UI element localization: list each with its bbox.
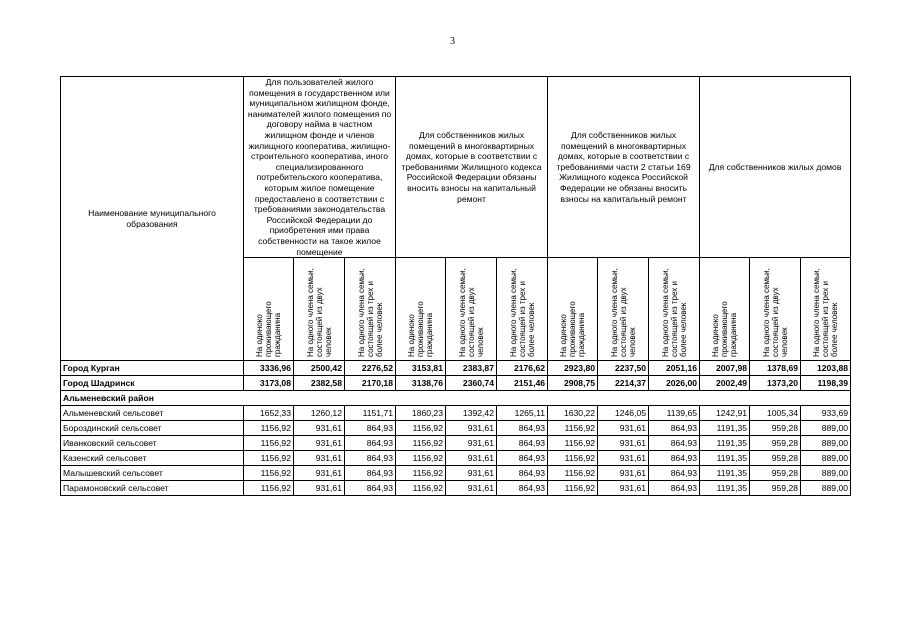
value-cell: 2383,87 bbox=[446, 361, 497, 376]
value-cell: 1156,92 bbox=[244, 436, 294, 451]
value-cell: 1246,05 bbox=[598, 406, 649, 421]
subcolumn-header bbox=[548, 258, 598, 361]
subcolumn-header bbox=[294, 258, 345, 361]
value-cell: 1156,92 bbox=[396, 421, 446, 436]
value-cell: 931,61 bbox=[598, 421, 649, 436]
table-row bbox=[61, 436, 851, 451]
value-cell: 1260,12 bbox=[294, 406, 345, 421]
value-cell: 1156,92 bbox=[548, 421, 598, 436]
value-cell: 1156,92 bbox=[244, 421, 294, 436]
subcolumn-header bbox=[446, 258, 497, 361]
table-row bbox=[61, 481, 851, 496]
value-cell: 1139,65 bbox=[649, 406, 700, 421]
value-cell: 864,93 bbox=[345, 466, 396, 481]
municipality-name: Казенский сельсовет bbox=[61, 451, 244, 466]
value-cell: 931,61 bbox=[294, 481, 345, 496]
value-cell: 1156,92 bbox=[548, 451, 598, 466]
value-cell: 3138,76 bbox=[396, 376, 446, 391]
value-cell: 864,93 bbox=[497, 466, 548, 481]
subcolumn-header-label: На одного члена семьи, состоящей из трех и более человек bbox=[356, 268, 384, 358]
value-cell: 959,28 bbox=[750, 466, 801, 481]
subcolumn-header-label: На одиноко проживающего гражданина bbox=[559, 301, 587, 358]
group-header-owners-not-obliged: Для собственников жилых помещений в многоквартирных домах, которые в соответствии с требованиями части 2 статьи 169 Жилищного кодекса Российской Федерации не обязаны вносить взносы на капитальный ремонт bbox=[548, 77, 700, 258]
group-header-owners-obliged: Для собственников жилых помещений в многоквартирных домах, которые в соответствии с требованиями Жилищного кодекса Российской Федерации обязаны вносить взносы на капитальный ремонт bbox=[396, 77, 548, 258]
value-cell: 864,93 bbox=[345, 451, 396, 466]
table-row bbox=[61, 361, 851, 376]
value-cell: 1156,92 bbox=[244, 481, 294, 496]
value-cell: 1156,92 bbox=[396, 481, 446, 496]
value-cell: 931,61 bbox=[598, 466, 649, 481]
value-cell: 2151,46 bbox=[497, 376, 548, 391]
value-cell: 889,00 bbox=[801, 481, 851, 496]
value-cell: 1156,92 bbox=[396, 436, 446, 451]
subcolumn-header bbox=[598, 258, 649, 361]
value-cell: 864,93 bbox=[649, 451, 700, 466]
table-row bbox=[61, 421, 851, 436]
value-cell: 931,61 bbox=[294, 436, 345, 451]
subcolumn-header-label: На одного члена семьи, состоящей из трех и более человек bbox=[660, 268, 688, 358]
value-cell: 1156,92 bbox=[548, 436, 598, 451]
value-cell: 931,61 bbox=[598, 436, 649, 451]
subcolumn-header-label: На одного члена семьи, состоящей из двух человек bbox=[305, 268, 333, 358]
value-cell: 864,93 bbox=[345, 421, 396, 436]
value-cell: 1392,42 bbox=[446, 406, 497, 421]
section-title: Альменевский район bbox=[61, 391, 851, 406]
value-cell: 931,61 bbox=[294, 451, 345, 466]
value-cell: 1265,11 bbox=[497, 406, 548, 421]
value-cell: 931,61 bbox=[446, 481, 497, 496]
value-cell: 2382,58 bbox=[294, 376, 345, 391]
header-row-groups bbox=[61, 77, 851, 258]
value-cell: 889,00 bbox=[801, 436, 851, 451]
municipality-name: Малышевский сельсовет bbox=[61, 466, 244, 481]
value-cell: 1652,33 bbox=[244, 406, 294, 421]
value-cell: 2007,98 bbox=[700, 361, 750, 376]
value-cell: 1242,91 bbox=[700, 406, 750, 421]
value-cell: 931,61 bbox=[294, 466, 345, 481]
value-cell: 959,28 bbox=[750, 436, 801, 451]
value-cell: 864,93 bbox=[345, 436, 396, 451]
value-cell: 931,61 bbox=[294, 421, 345, 436]
value-cell: 2908,75 bbox=[548, 376, 598, 391]
subcolumn-header bbox=[345, 258, 396, 361]
value-cell: 864,93 bbox=[649, 481, 700, 496]
value-cell: 3153,81 bbox=[396, 361, 446, 376]
value-cell: 2002,49 bbox=[700, 376, 750, 391]
subcolumn-header bbox=[244, 258, 294, 361]
municipality-name: Город Шадринск bbox=[61, 376, 244, 391]
value-cell: 864,93 bbox=[649, 466, 700, 481]
subcolumn-header bbox=[497, 258, 548, 361]
value-cell: 1005,34 bbox=[750, 406, 801, 421]
subcolumn-header-label: На одиноко проживающего гражданина bbox=[407, 301, 434, 358]
subcolumn-header bbox=[801, 258, 851, 361]
table-body bbox=[61, 361, 851, 496]
municipality-name: Бороздинский сельсовет bbox=[61, 421, 244, 436]
subcolumn-header-label: На одного члена семьи, состоящей из двух человек bbox=[609, 268, 637, 358]
value-cell: 2176,62 bbox=[497, 361, 548, 376]
subcolumn-header-label: На одного члена семьи, состоящей из двух человек bbox=[457, 268, 485, 358]
value-cell: 864,93 bbox=[649, 421, 700, 436]
value-cell: 931,61 bbox=[446, 451, 497, 466]
value-cell: 1191,35 bbox=[700, 466, 750, 481]
value-cell: 2051,16 bbox=[649, 361, 700, 376]
value-cell: 1156,92 bbox=[548, 481, 598, 496]
municipality-name: Альменевский сельсовет bbox=[61, 406, 244, 421]
value-cell: 889,00 bbox=[801, 451, 851, 466]
group-header-tenants: Для пользователей жилого помещения в государственном или муниципальном жилищном фонде, нанимателей жилого помещения по договору найма в частном жилищном фонде и членов жилищного кооператива, жилищно-строительного кооператива, иного специализированного потребительского кооператива, которым жилое помещение предоставлено в соответствии с требованиями законодательства Российской Федерации до приобретения ими права собственности на такое жилое помещение bbox=[244, 77, 396, 258]
value-cell: 864,93 bbox=[345, 481, 396, 496]
value-cell: 1191,35 bbox=[700, 481, 750, 496]
value-cell: 2276,52 bbox=[345, 361, 396, 376]
subcolumn-header bbox=[649, 258, 700, 361]
value-cell: 1156,92 bbox=[396, 451, 446, 466]
value-cell: 864,93 bbox=[497, 451, 548, 466]
value-cell: 2026,00 bbox=[649, 376, 700, 391]
value-cell: 959,28 bbox=[750, 421, 801, 436]
value-cell: 931,61 bbox=[446, 436, 497, 451]
group-header-house-owners: Для собственников жилых домов bbox=[700, 77, 851, 258]
value-cell: 1373,20 bbox=[750, 376, 801, 391]
value-cell: 1191,35 bbox=[700, 436, 750, 451]
value-cell: 1378,69 bbox=[750, 361, 801, 376]
subcolumn-header bbox=[750, 258, 801, 361]
value-cell: 1156,92 bbox=[548, 466, 598, 481]
value-cell: 931,61 bbox=[598, 451, 649, 466]
value-cell: 3173,08 bbox=[244, 376, 294, 391]
value-cell: 2500,42 bbox=[294, 361, 345, 376]
name-column-header: Наименование муниципального образования bbox=[61, 77, 244, 361]
value-cell: 2214,37 bbox=[598, 376, 649, 391]
value-cell: 1191,35 bbox=[700, 451, 750, 466]
value-cell: 1198,39 bbox=[801, 376, 851, 391]
value-cell: 1860,23 bbox=[396, 406, 446, 421]
value-cell: 2360,74 bbox=[446, 376, 497, 391]
value-cell: 931,61 bbox=[446, 421, 497, 436]
value-cell: 889,00 bbox=[801, 466, 851, 481]
subcolumn-header bbox=[396, 258, 446, 361]
subcolumn-header-label: На одиноко проживающего гражданина bbox=[711, 301, 739, 358]
value-cell: 2237,50 bbox=[598, 361, 649, 376]
value-cell: 1156,92 bbox=[396, 466, 446, 481]
subcolumn-header-label: На одного члена семьи, состоящей из трех и более человек bbox=[812, 268, 840, 358]
value-cell: 864,93 bbox=[497, 481, 548, 496]
table-row bbox=[61, 466, 851, 481]
municipality-name: Иванковский сельсовет bbox=[61, 436, 244, 451]
value-cell: 864,93 bbox=[497, 421, 548, 436]
value-cell: 3336,96 bbox=[244, 361, 294, 376]
subcolumn-header-label: На одного члена семьи, состоящей из трех и более человек bbox=[508, 268, 536, 358]
value-cell: 1151,71 bbox=[345, 406, 396, 421]
subcolumn-header-label: На одного члена семьи, состоящей из двух человек bbox=[761, 268, 789, 358]
value-cell: 2170,18 bbox=[345, 376, 396, 391]
page-number: 3 bbox=[450, 36, 455, 47]
section-row bbox=[61, 391, 851, 406]
table-row bbox=[61, 376, 851, 391]
value-cell: 933,69 bbox=[801, 406, 851, 421]
table-row bbox=[61, 406, 851, 421]
value-cell: 1156,92 bbox=[244, 451, 294, 466]
value-cell: 1630,22 bbox=[548, 406, 598, 421]
value-cell: 959,28 bbox=[750, 451, 801, 466]
value-cell: 1203,88 bbox=[801, 361, 851, 376]
value-cell: 931,61 bbox=[446, 466, 497, 481]
value-cell: 1191,35 bbox=[700, 421, 750, 436]
table-row bbox=[61, 451, 851, 466]
value-cell: 889,00 bbox=[801, 421, 851, 436]
value-cell: 864,93 bbox=[649, 436, 700, 451]
tariff-table bbox=[60, 76, 851, 496]
value-cell: 959,28 bbox=[750, 481, 801, 496]
value-cell: 931,61 bbox=[598, 481, 649, 496]
value-cell: 1156,92 bbox=[244, 466, 294, 481]
value-cell: 2923,80 bbox=[548, 361, 598, 376]
municipality-name: Город Курган bbox=[61, 361, 244, 376]
municipality-name: Парамоновский сельсовет bbox=[61, 481, 244, 496]
subcolumn-header bbox=[700, 258, 750, 361]
subcolumn-header-label: На одиноко проживающего гражданина bbox=[255, 301, 282, 358]
value-cell: 864,93 bbox=[497, 436, 548, 451]
